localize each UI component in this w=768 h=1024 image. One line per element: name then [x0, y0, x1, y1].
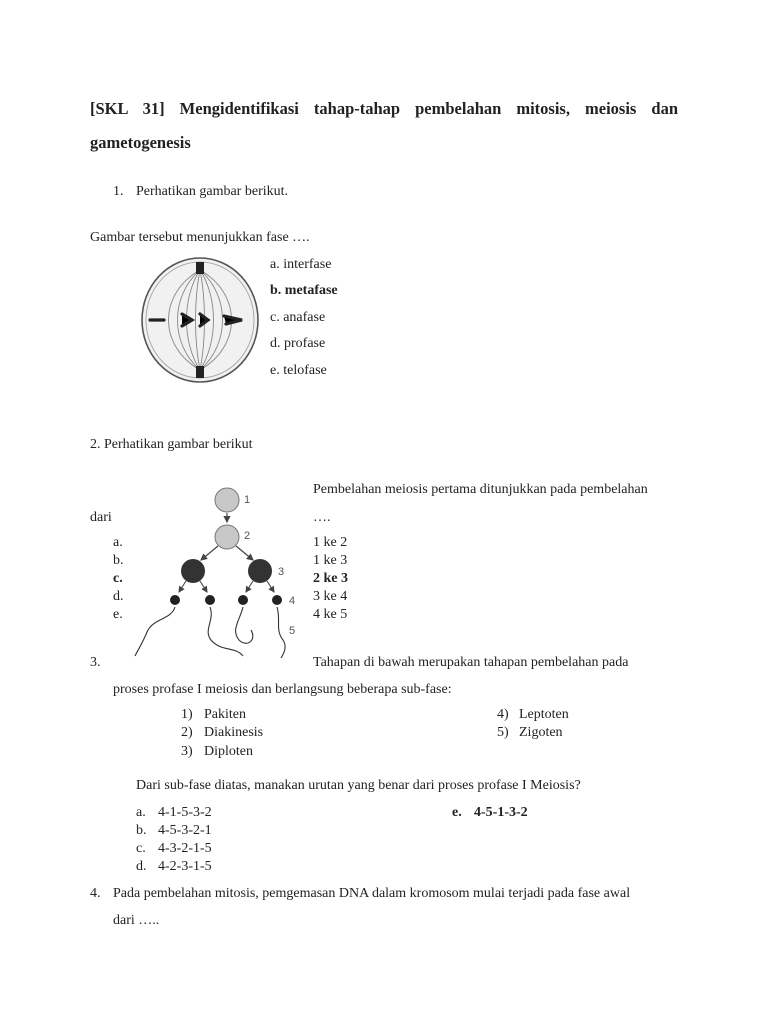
q3-number: 3. [90, 655, 101, 670]
q2-answer-c: 2 ke 3 [313, 571, 348, 586]
q3-letter-b: b. [136, 823, 147, 838]
q2-prompt: 2. Perhatikan gambar berikut [90, 437, 253, 452]
q3-option-a: 4-1-5-3-2 [158, 805, 212, 820]
q3-stage-name-2: Diakinesis [204, 725, 264, 740]
q2-letter-e: e. [113, 607, 123, 622]
q1-option-b: b. metafase [270, 283, 338, 298]
diagram-label-5: 5 [289, 625, 296, 637]
q3-option-b: 4-5-3-2-1 [158, 823, 212, 838]
q3-question: Dari sub-fase diatas, manakan urutan yang benar dari proses profase I Meiosis? [136, 778, 581, 793]
q3-stage-num-4: 4) [497, 707, 509, 722]
q3-stage-name-1: Pakiten [204, 707, 246, 722]
q4-line2: dari ….. [113, 913, 160, 928]
diagram-label-3: 3 [278, 566, 285, 578]
q2-letter-b: b. [113, 553, 124, 568]
q2-answer-d: 3 ke 4 [313, 589, 348, 604]
q3-stage-num-3: 3) [181, 744, 193, 759]
q3-stage-name-3: Diploten [204, 744, 253, 759]
q1-prompt: Perhatikan gambar berikut. [136, 184, 289, 199]
q2-letter-c: c. [113, 571, 123, 586]
q2-answer-e: 4 ke 5 [313, 607, 348, 622]
q1-option-e: e. telofase [270, 363, 327, 378]
q1-question: Gambar tersebut menunjukkan fase …. [90, 230, 310, 245]
q3-stage-num-5: 5) [497, 725, 509, 740]
q2-question-line1: Pembelahan meiosis pertama ditunjukkan pada pembelahan [313, 482, 648, 497]
diagram-label-4: 4 [289, 595, 296, 607]
q2-answer-a: 1 ke 2 [313, 535, 348, 550]
q3-line1: Tahapan di bawah merupakan tahapan pembelahan pada [313, 655, 629, 670]
q3-letter-e: e. [452, 805, 462, 820]
diagram-label-2: 2 [244, 530, 251, 542]
q4-number: 4. [90, 886, 101, 901]
q2-letter-d: d. [113, 589, 124, 604]
q2-question-ellipsis: …. [313, 510, 331, 525]
q3-line2: proses profase I meiosis dan berlangsung beberapa sub-fase: [113, 682, 452, 697]
q2-letter-a: a. [113, 535, 123, 550]
page-title: [SKL 31] Mengidentifikasi tahap-tahap pembelahan mitosis, meiosis dan gametogenesis [90, 99, 678, 152]
q2-answer-b: 1 ke 3 [313, 553, 348, 568]
q3-stage-name-4: Leptoten [519, 707, 569, 722]
q3-option-e: 4-5-1-3-2 [474, 805, 528, 820]
q4-line1: Pada pembelahan mitosis, pemgemasan DNA dalam kromosom mulai terjadi pada fase awal [113, 886, 631, 901]
q3-letter-a: a. [136, 805, 146, 820]
q3-stage-num-1: 1) [181, 707, 193, 722]
q3-letter-d: d. [136, 859, 147, 874]
q1-number: 1. [113, 184, 124, 199]
q3-stage-num-2: 2) [181, 725, 193, 740]
metaphase-cell-image [138, 254, 262, 384]
q3-option-d: 4-2-3-1-5 [158, 859, 212, 874]
diagram-label-1: 1 [244, 494, 251, 506]
q1-option-c: c. anafase [270, 310, 326, 325]
q3-option-c: 4-3-2-1-5 [158, 841, 212, 856]
q3-stage-name-5: Zigoten [519, 725, 563, 740]
q1-option-d: d. profase [270, 336, 326, 351]
q1-option-a: a. interfase [270, 257, 332, 272]
q3-letter-c: c. [136, 841, 146, 856]
q2-question-dari: dari [90, 510, 112, 525]
